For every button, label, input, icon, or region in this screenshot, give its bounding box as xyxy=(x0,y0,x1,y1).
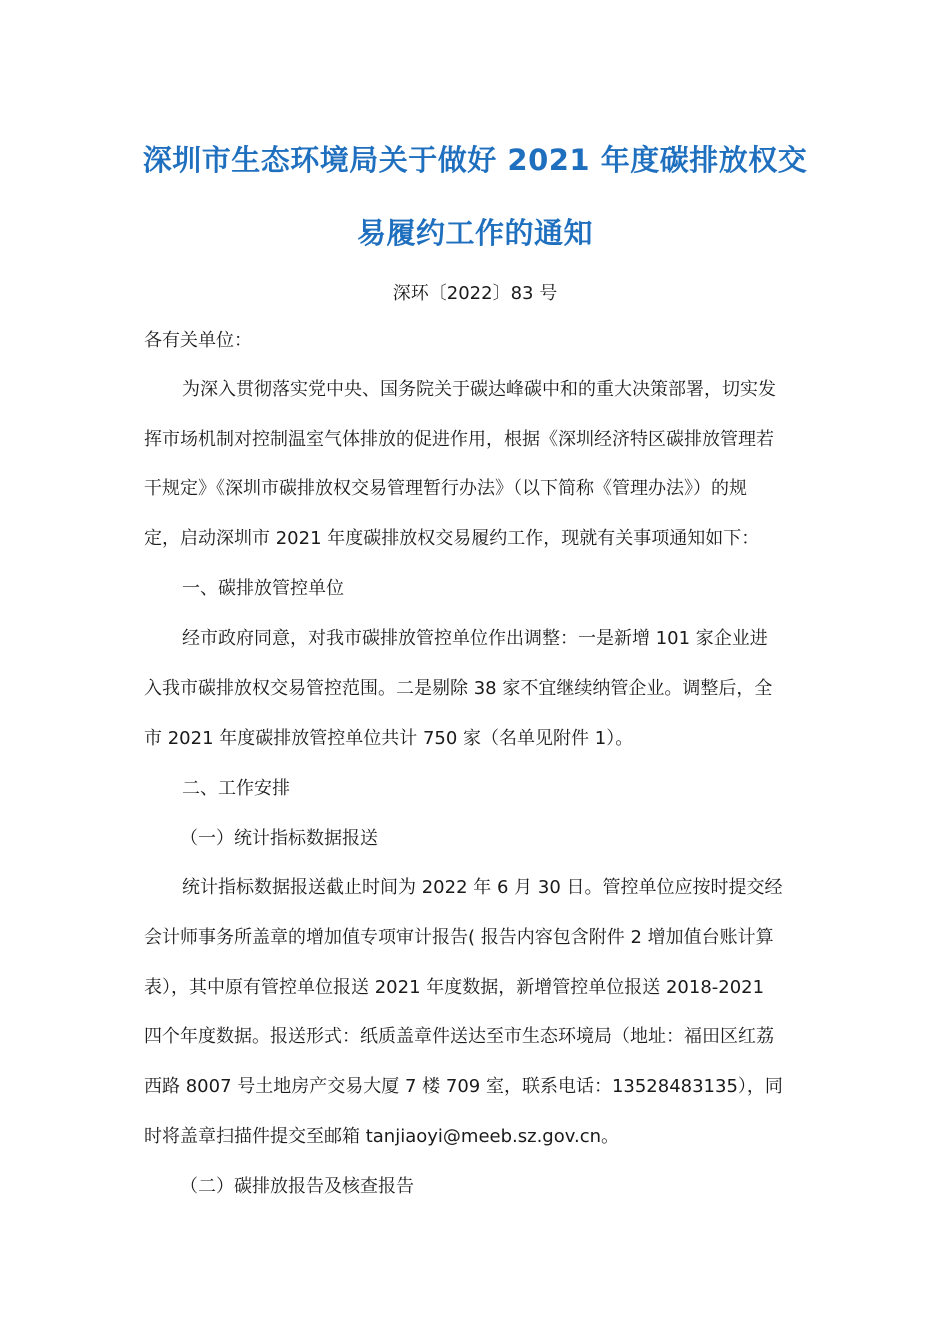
document-title-line-1: 深圳市生态环境局关于做好 2021 年度碳排放权交 xyxy=(142,143,808,177)
paragraph-line: 西路 8007 号土地房产交易大厦 7 楼 709 室，联系电话：13528483135），同 xyxy=(144,1076,783,1097)
salutation: 各有关单位： xyxy=(144,330,252,351)
paragraph-line: 时将盖章扫描件提交至邮箱 tanjiaoyi@meeb.sz.gov.cn。 xyxy=(144,1126,620,1147)
paragraph-line: 统计指标数据报送截止时间为 2022 年 6 月 30 日。管控单位应按时提交经 xyxy=(182,877,783,898)
paragraph-line: 市 2021 年度碳排放管控单位共计 750 家（名单见附件 1）。 xyxy=(144,728,634,749)
paragraph-line: 挥市场机制对控制温室气体排放的促进作用，根据《深圳经济特区碳排放管理若 xyxy=(144,429,774,450)
section-heading: 一、碳排放管控单位 xyxy=(182,578,344,599)
paragraph-line: 四个年度数据。报送形式：纸质盖章件送达至市生态环境局（地址：福田区红荔 xyxy=(144,1026,774,1047)
subsection-heading: （一）统计指标数据报送 xyxy=(180,828,378,849)
section-heading: 二、工作安排 xyxy=(182,778,290,799)
paragraph-line: 会计师事务所盖章的增加值专项审计报告( 报告内容包含附件 2 增加值台账计算 xyxy=(144,927,774,948)
paragraph-line: 干规定》《深圳市碳排放权交易管理暂行办法》（以下简称《管理办法》）的规 xyxy=(144,478,747,499)
document-title-line-2: 易履约工作的通知 xyxy=(356,216,593,250)
document-number: 深环〔2022〕83 号 xyxy=(392,283,558,304)
paragraph-line: 表），其中原有管控单位报送 2021 年度数据，新增管控单位报送 2018-2021 xyxy=(144,977,765,998)
paragraph-line: 经市政府同意，对我市碳排放管控单位作出调整：一是新增 101 家企业进 xyxy=(182,628,768,649)
subsection-heading: （二）碳排放报告及核查报告 xyxy=(180,1176,414,1197)
paragraph-line: 为深入贯彻落实党中央、国务院关于碳达峰碳中和的重大决策部署，切实发 xyxy=(182,379,776,400)
paragraph-line: 定，启动深圳市 2021 年度碳排放权交易履约工作，现就有关事项通知如下： xyxy=(144,528,760,549)
paragraph-line: 入我市碳排放权交易管控范围。二是剔除 38 家不宜继续纳管企业。调整后，全 xyxy=(144,678,773,699)
